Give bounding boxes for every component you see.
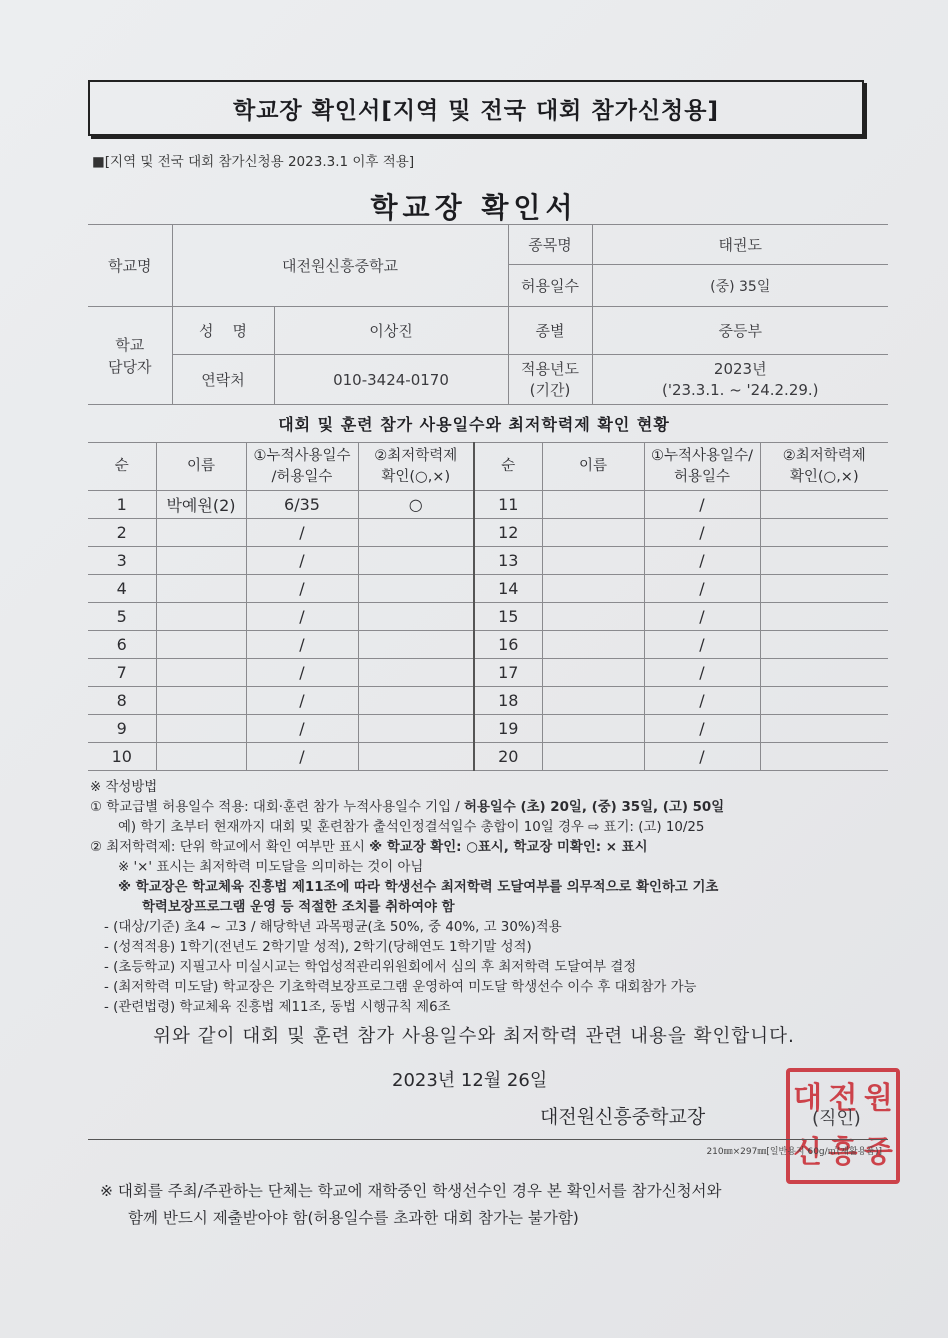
form-title: 학교장 확인서[지역 및 전국 대회 참가신청용] <box>233 97 719 124</box>
cell-no-r: 18 <box>474 687 542 715</box>
cell-days-r: / <box>644 575 760 603</box>
detail-below-min: - (최저학력 미도달) 학교장은 기초학력보장프로그램 운영하여 미도달 학생선수 이수 후 대회참가 가능 <box>104 980 697 995</box>
cell-name <box>156 631 246 659</box>
instruction-2 <box>90 838 890 858</box>
divider <box>88 1139 888 1140</box>
cell-no-r: 14 <box>474 575 542 603</box>
table-row <box>88 519 888 547</box>
instruction-2-text: ② 최저학력제: 단위 학교에서 확인 여부만 표시 <box>90 840 370 855</box>
cell-check-r <box>760 659 888 687</box>
table-row <box>88 603 888 631</box>
cell-check <box>358 659 474 687</box>
cell-name-r <box>542 715 644 743</box>
cell-name-r <box>542 575 644 603</box>
cell-no: 4 <box>88 575 156 603</box>
cell-no-r: 20 <box>474 743 542 771</box>
allowed-days-value: (중) 35일 <box>592 265 888 307</box>
cell-no-r: 19 <box>474 715 542 743</box>
table-row <box>88 575 888 603</box>
detail-law: - (관련법령) 학교체육 진흥법 제11조, 동법 시행규칙 제6조 <box>104 1000 451 1015</box>
seal-char: 신 <box>793 1135 823 1170</box>
sport-label: 종목명 <box>508 225 592 265</box>
cell-name-r <box>542 491 644 519</box>
footer-note <box>100 1178 721 1232</box>
cell-check-r <box>760 743 888 771</box>
cell-days: 6/35 <box>246 491 358 519</box>
footer-line-2: 함께 반드시 제출받아야 함(허용일수를 초과한 대회 참가는 불가함) <box>128 1209 579 1227</box>
cell-no: 10 <box>88 743 156 771</box>
year-period: ('23.3.1. ~ '24.2.29.) <box>661 380 819 399</box>
cell-name-r <box>542 547 644 575</box>
cell-no-r: 17 <box>474 659 542 687</box>
instruction-1-bold: 허용일수 (초) 20일, (중) 35일, (고) 50일 <box>464 800 725 815</box>
instructions-heading: ※ 작성방법 <box>90 780 158 795</box>
allowed-days-label: 허용일수 <box>508 265 592 307</box>
seal-char: 흥 <box>828 1135 858 1170</box>
cell-check <box>358 687 474 715</box>
detail-elementary: - (초등학교) 지필고사 미실시교는 학업성적관리위원회에서 심의 후 최저학력 도달여부 결정 <box>104 960 637 975</box>
school-name-label: 학교명 <box>88 225 172 307</box>
category-value: 중등부 <box>592 307 888 355</box>
cell-days: / <box>246 575 358 603</box>
header-days-right: ①누적사용일수/ 허용일수 <box>644 443 760 491</box>
cell-days-r: / <box>644 491 760 519</box>
cell-check <box>358 715 474 743</box>
cell-no-r: 15 <box>474 603 542 631</box>
cell-no: 8 <box>88 687 156 715</box>
seal-char: 전 <box>828 1081 858 1116</box>
cell-check-r <box>760 715 888 743</box>
cell-check-r <box>760 519 888 547</box>
table-row <box>88 659 888 687</box>
header-no-right: 순 <box>474 443 542 491</box>
school-name-value: 대전원신흥중학교 <box>172 225 508 307</box>
cell-days: / <box>246 631 358 659</box>
year-value: 2023년 <box>713 359 767 378</box>
cell-days-r: / <box>644 687 760 715</box>
instruction-1-text: ① 학교급별 허용일수 적용: 대회·훈련 참가 누적사용일수 기입 / <box>90 800 465 815</box>
cell-name <box>156 687 246 715</box>
issue-date: 2023년 12월 26일 <box>392 1070 548 1091</box>
cell-check-r <box>760 547 888 575</box>
cell-days-r: / <box>644 603 760 631</box>
table-row <box>88 743 888 771</box>
cell-days-r: / <box>644 715 760 743</box>
cell-no: 9 <box>88 715 156 743</box>
contact-person-label: 학교 담당자 <box>88 307 172 405</box>
seal-char: 중 <box>863 1135 893 1170</box>
detail-grades: - (성적적용) 1학기(전년도 2학기말 성적), 2학기(당해연도 1학기말 성적) <box>104 940 532 955</box>
person-name-value: 이상진 <box>274 307 508 355</box>
status-section-title: 대회 및 훈련 참가 사용일수와 최저학력제 확인 현황 <box>278 415 670 434</box>
cell-check-r <box>760 631 888 659</box>
table-row <box>88 631 888 659</box>
table-row <box>88 687 888 715</box>
cell-name-r <box>542 659 644 687</box>
detail-target: - (대상/기준) 초4 ~ 고3 / 해당학년 과목평균(초 50%, 중 40%, 고 30%)적용 <box>104 920 562 935</box>
cell-check: ○ <box>358 491 474 519</box>
cell-days: / <box>246 715 358 743</box>
cell-name-r <box>542 743 644 771</box>
cell-no: 6 <box>88 631 156 659</box>
applicability-note: ■[지역 및 전국 대회 참가신청용 2023.3.1 이후 적용] <box>92 154 415 170</box>
confirmation-statement: 위와 같이 대회 및 훈련 참가 사용일수와 최저학력 관련 내용을 확인합니다. <box>153 1026 795 1047</box>
cell-name <box>156 715 246 743</box>
cell-check <box>358 631 474 659</box>
cell-days: / <box>246 603 358 631</box>
cell-name: 박예원(2) <box>156 491 246 519</box>
instruction-1-example: 예) 학기 초부터 현재까지 대회 및 훈련참가 출석인정결석일수 총합이 10일 경우 ⇨ 표기: (고) 10/25 <box>118 820 705 835</box>
cell-check-r <box>760 687 888 715</box>
athlete-status-table <box>88 442 888 771</box>
cell-no-r: 12 <box>474 519 542 547</box>
seal-label: (직인) <box>812 1108 861 1129</box>
cell-check-r <box>760 575 888 603</box>
header-name: 이름 <box>156 443 246 491</box>
table-row <box>88 715 888 743</box>
cell-name-r <box>542 519 644 547</box>
cell-days: / <box>246 519 358 547</box>
cell-no: 3 <box>88 547 156 575</box>
instruction-2-duty: ※ 학교장은 학교체육 진흥법 제11조에 따라 학생선수 최저학력 도달여부를 의무적으로 확인하고 기초 <box>118 880 719 895</box>
phone-label: 연락처 <box>172 355 274 405</box>
header-no: 순 <box>88 443 156 491</box>
instructions <box>90 778 890 1018</box>
cell-check <box>358 519 474 547</box>
seal-char: 원 <box>863 1081 893 1116</box>
cell-days-r: / <box>644 519 760 547</box>
cell-no: 7 <box>88 659 156 687</box>
cell-days: / <box>246 659 358 687</box>
cell-check-r <box>760 603 888 631</box>
header-name-right: 이름 <box>542 443 644 491</box>
cell-name <box>156 603 246 631</box>
cell-name <box>156 547 246 575</box>
header-days: ①누적사용일수 /허용일수 <box>246 443 358 491</box>
sport-value: 태권도 <box>592 225 888 265</box>
cell-check <box>358 575 474 603</box>
year-cell <box>592 355 888 405</box>
table-row <box>88 491 888 519</box>
cell-days: / <box>246 687 358 715</box>
cell-name <box>156 743 246 771</box>
cell-check-r <box>760 491 888 519</box>
instruction-1 <box>90 798 890 818</box>
phone-value: 010-3424-0170 <box>274 355 508 405</box>
cell-no: 2 <box>88 519 156 547</box>
cell-check <box>358 603 474 631</box>
cell-check <box>358 743 474 771</box>
cell-check <box>358 547 474 575</box>
cell-name <box>156 575 246 603</box>
cell-no-r: 11 <box>474 491 542 519</box>
cell-no: 5 <box>88 603 156 631</box>
table-row <box>88 547 888 575</box>
cell-no-r: 16 <box>474 631 542 659</box>
document-title: 학교장 확인서 <box>370 191 578 224</box>
instruction-2-bold: ※ 학교장 확인: ○표시, 학교장 미확인: × 표시 <box>369 840 648 855</box>
cell-days-r: / <box>644 547 760 575</box>
cell-no: 1 <box>88 491 156 519</box>
header-check-right: ②최저학력제 확인(○,×) <box>760 443 888 491</box>
cell-days: / <box>246 743 358 771</box>
category-label: 종별 <box>508 307 592 355</box>
instruction-2-duty-cont: 학력보장프로그램 운영 등 적절한 조치를 취하여야 함 <box>142 900 455 915</box>
info-table <box>88 224 888 405</box>
cell-days-r: / <box>644 743 760 771</box>
cell-no-r: 13 <box>474 547 542 575</box>
seal-char: 대 <box>793 1081 823 1116</box>
cell-name <box>156 519 246 547</box>
cell-name-r <box>542 603 644 631</box>
athlete-rows <box>88 491 888 771</box>
cell-name-r <box>542 687 644 715</box>
cell-days-r: / <box>644 659 760 687</box>
cell-name <box>156 659 246 687</box>
form-title-box <box>88 80 864 136</box>
instruction-2-note-x: ※ '×' 표시는 최저학력 미도달을 의미하는 것이 아님 <box>118 860 424 875</box>
footer-line-1: ※ 대회를 주최/주관하는 단체는 학교에 재학중인 학생선수인 경우 본 확인서를 참가신청서와 <box>100 1182 722 1200</box>
person-name-label: 성 명 <box>172 307 274 355</box>
cell-name-r <box>542 631 644 659</box>
header-check: ②최저학력제 확인(○,×) <box>358 443 474 491</box>
principal-name: 대전원신흥중학교장 <box>540 1106 706 1128</box>
cell-days-r: / <box>644 631 760 659</box>
paper-spec: 210㎜×297㎜[일반용지 60g/㎡(재활용품)] <box>706 1147 882 1157</box>
cell-days: / <box>246 547 358 575</box>
year-label: 적용년도 (기간) <box>508 355 592 405</box>
